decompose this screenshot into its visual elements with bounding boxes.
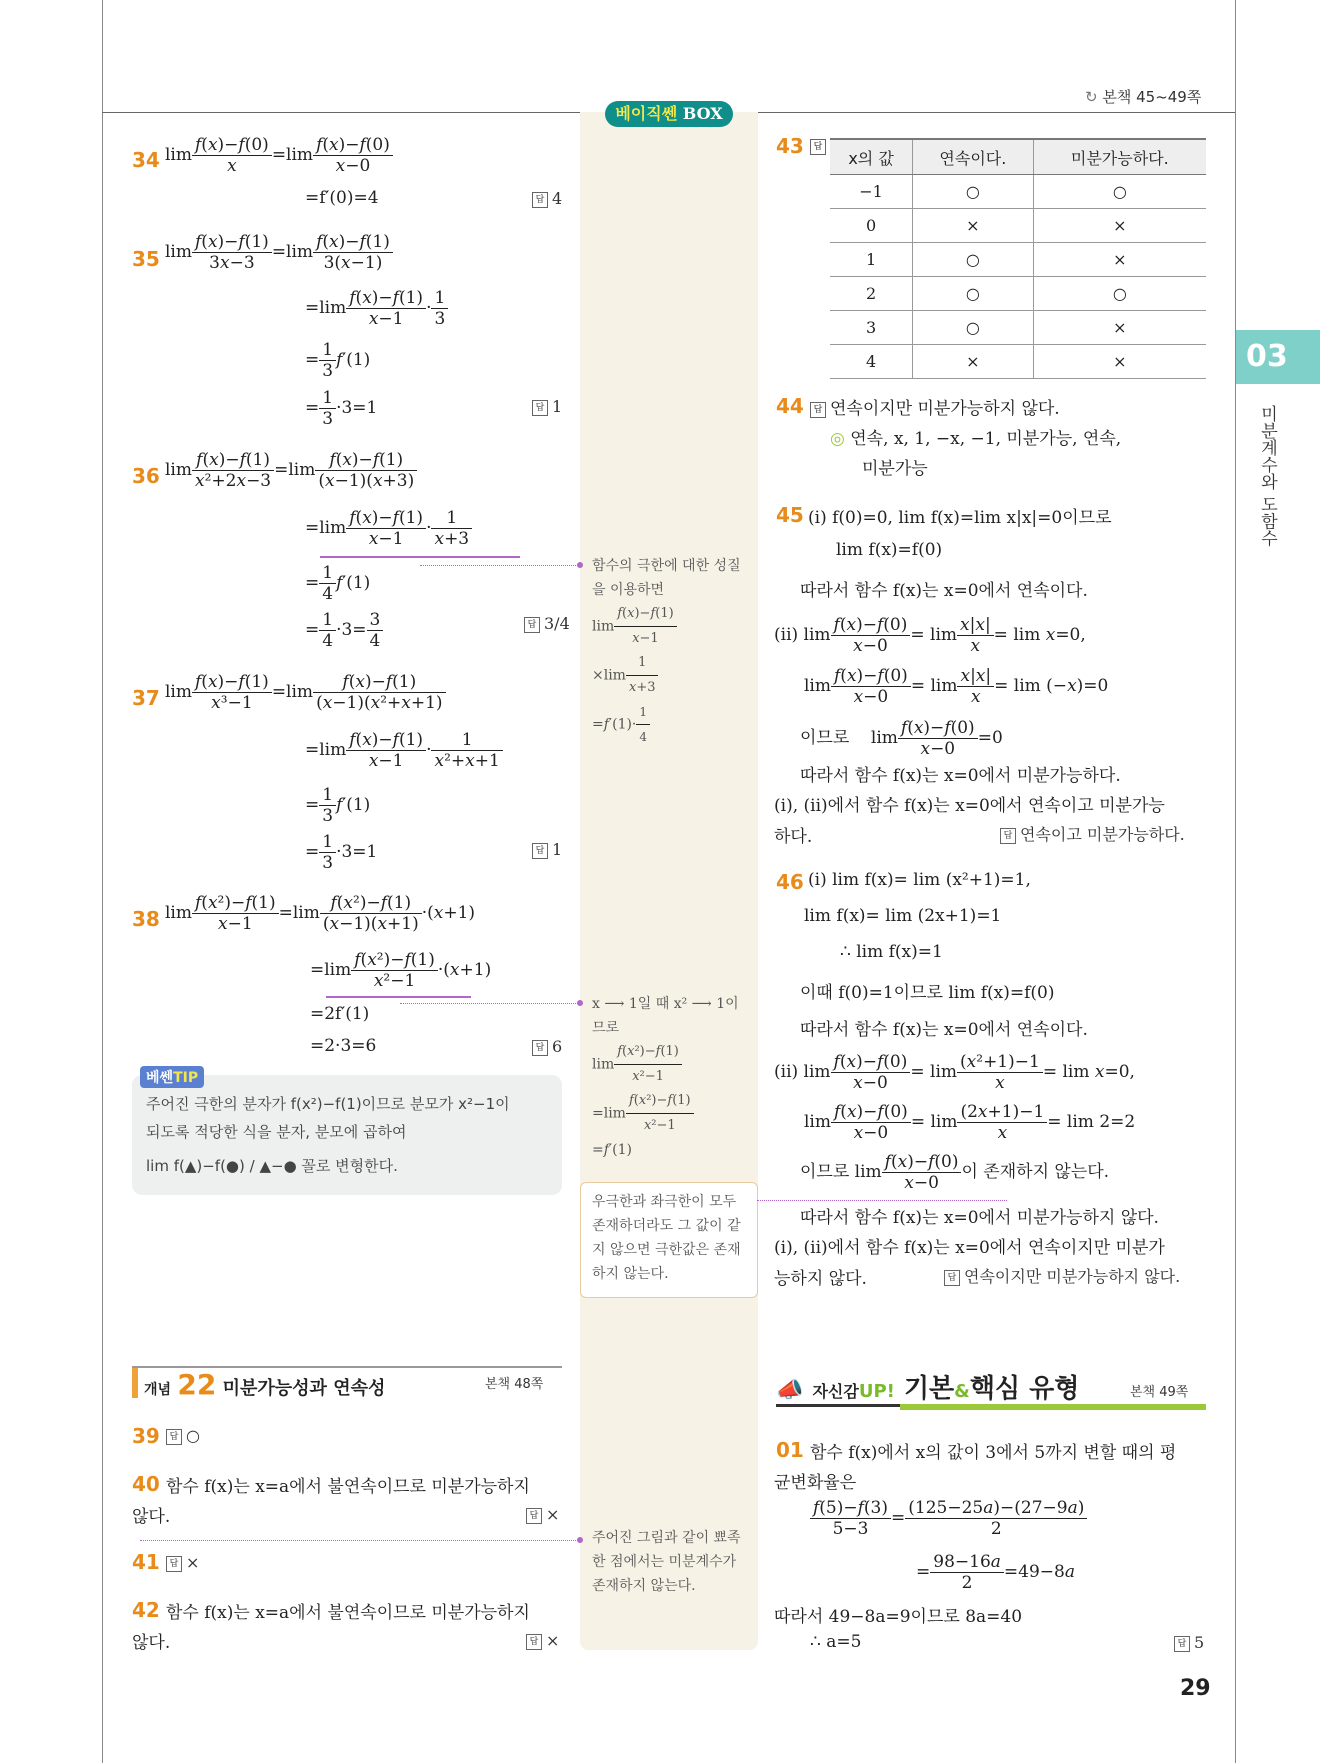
section-mark (132, 1368, 138, 1398)
problem-number-37: 37 (132, 686, 160, 710)
answer-icon: 답 (166, 1429, 182, 1445)
answer-icon: 답 (526, 1508, 542, 1524)
gutter-note-4: 주어진 그림과 같이 뾰족 한 점에서는 미분계수가 존재하지 않는다. (592, 1530, 741, 1594)
table-header: 연속이다. (913, 139, 1033, 175)
answer-icon: 답 (526, 1634, 542, 1650)
p37-line2: =lim $\frac{f(x)-f(1)}{x-1}$ · $\frac{1}{\text{x²+x+1}}$ (305, 730, 503, 771)
p34-answer: 답 4 (532, 189, 562, 208)
table-cell: 2 (830, 277, 913, 311)
p01-line1: 함수 f(x)에서 x의 값이 3에서 5까지 변할 때의 평 (810, 1443, 1177, 1463)
p46-line11: 능하지 않다. (774, 1269, 867, 1289)
table-43 (830, 138, 1206, 379)
table-row (830, 209, 1206, 243)
p01-answer: 답 5 (1174, 1633, 1204, 1652)
table-cell: ○ (913, 277, 1033, 311)
answer-icon: 답 (532, 1040, 548, 1056)
table-row (830, 277, 1206, 311)
answer-icon: 답 (1174, 1636, 1190, 1652)
chapter-tab: 03 (1236, 330, 1320, 384)
note2-leader (400, 1003, 580, 1004)
p45-line6: 이므로 lim $\frac{f(x)-f(0)}{x-0}$ =0 (800, 718, 1003, 759)
table-cell: × (913, 345, 1033, 379)
note3-leader (757, 1200, 1007, 1201)
p46-line2: lim f(x)= lim (2x+1)=1 (804, 906, 1002, 926)
answer-icon: 답 (524, 617, 540, 633)
p45-line5: lim $\frac{f(x)-f(0)}{x-0}$ = lim $\frac{x|x|}{x}$ = lim (−x)=0 (804, 666, 1109, 707)
table-cell: ○ (1033, 175, 1206, 209)
p46-line10: (i), (ii)에서 함수 f(x)는 x=0에서 연속이지만 미분가 (774, 1238, 1165, 1258)
tip-line3: lim f(▲)−f(●) / ▲−● 꼴로 변형한다. (146, 1157, 398, 1175)
p01-line5: 따라서 49−8a=9이므로 8a=40 (774, 1607, 1023, 1627)
p46-line7: lim $\frac{f(x)-f(0)}{x-0}$ = lim $\frac{(2x+1)-1}{x}$ = lim 2=2 (804, 1102, 1136, 1143)
p36-answer: 답 3/4 (524, 614, 570, 633)
tip-line2: 되도록 적당한 식을 분자, 분모에 곱하여 (146, 1123, 407, 1141)
p42-text1: 함수 f(x)는 x=a에서 불연속이므로 미분가능하지 (166, 1603, 530, 1623)
basic-reference: 본책 49쪽 (1130, 1385, 1189, 1400)
p35-line4: = $\frac{1}{3}$ ·3=1 (305, 388, 378, 429)
answer-icon: 답 (532, 843, 548, 859)
answer-icon: 답 (810, 402, 826, 418)
p36-line1: lim $\frac{f(x)-f(1)}{\text{x²+2x−3}}$ =lim $\frac{f(x)-f(1)}{(x-1)(x+3)}$ (165, 450, 417, 491)
p45-line9: 하다. (774, 827, 813, 847)
note1-leader (420, 565, 580, 566)
box-label-a: 베이직쎈 (615, 104, 678, 123)
p36-line2: =lim $\frac{f(x)-f(1)}{x-1}$ · $\frac{1}{x+3}$ (305, 508, 472, 549)
p41-dotted-leader (140, 1540, 580, 1541)
p01-line2: 균변화율은 (774, 1473, 857, 1493)
p34-line1: lim $\frac{f(x)-f(0)}{x}$ =lim $\frac{f(x)-f(0)}{x-0}$ (165, 135, 393, 176)
problem-number-45: 45 (776, 503, 804, 527)
ampersand-icon: & (954, 1381, 970, 1402)
note4-dot (577, 1537, 583, 1543)
table-row (830, 311, 1206, 345)
p46-line6: (ii) lim $\frac{f(x)-f(0)}{x-0}$ = lim $\frac{\text{(x²+1)−1}}{x}$ = lim x=0, (774, 1052, 1135, 1093)
gutter-note-2: x ⟶ 1일 때 x² ⟶ 1이 므로 lim $\frac{\text{f(x²)−f(1)}}{\text{x²−1}}$ =lim $\frac{\text{f(x²)−f(1)}}{\text{x²−1}}$ =f′(1) (592, 996, 739, 1158)
p01-line3: $\frac{f(5)-f(3)}{5-3}$ = $\frac{(125-25a)-(27-9a)}{2}$ (810, 1498, 1087, 1539)
page-reference (1085, 86, 1201, 107)
table-cell: ○ (913, 243, 1033, 277)
p38-line2: =lim $\frac{\text{f(x²)−f(1)}}{\text{x²−1}}$ ·(x+1) (310, 950, 492, 991)
p01-line4: = $\frac{98-16a}{2}$ =49−8a (916, 1552, 1075, 1593)
problem-number-01: 01 (776, 1438, 804, 1462)
p46-line3: ∴ lim f(x)=1 (840, 942, 943, 962)
tip-label: 베쎈TIP (140, 1066, 204, 1088)
table-cell: ○ (913, 311, 1033, 345)
p46-line8: 이므로 lim $\frac{f(x)-f(0)}{x-0}$ 이 존재하지 않는다. (800, 1152, 1110, 1193)
problem-number-39: 39 (132, 1424, 160, 1448)
table-cell: −1 (830, 175, 913, 209)
p46-line1: (i) lim f(x)= lim (x²+1)=1, (808, 870, 1031, 890)
section-reference: 본책 48쪽 (485, 1377, 544, 1392)
table-cell: 1 (830, 243, 913, 277)
answer-icon: 답 (532, 192, 548, 208)
p38-line4: =2·3=6 (310, 1036, 377, 1056)
problem-number-41: 41 (132, 1550, 160, 1574)
table-cell: 4 (830, 345, 913, 379)
table-cell: 3 (830, 311, 913, 345)
p38-line3: =2f′(1) (310, 1004, 370, 1024)
p44-answer: 답 연속이지만 미분가능하지 않다. (810, 394, 1060, 419)
p40-answer: 답 × (526, 1505, 559, 1524)
table-cell: ○ (913, 175, 1033, 209)
problem-number-43: 43 (776, 134, 804, 158)
problem-number-35: 35 (132, 247, 160, 271)
table-row (830, 243, 1206, 277)
p45-line3: 따라서 함수 f(x)는 x=0에서 연속이다. (800, 581, 1088, 601)
answer-icon: 답 (944, 1270, 960, 1286)
p38-underline (326, 996, 471, 998)
p36-underline (320, 556, 520, 558)
problem-number-34: 34 (132, 148, 160, 172)
p41-answer: 답 × (166, 1553, 199, 1572)
note2-dot (577, 1000, 583, 1006)
answer-icon: 답 (810, 139, 826, 155)
p40-text2: 않다. (132, 1507, 171, 1527)
chapter-title: 미분계수와 도함수 (1257, 405, 1277, 547)
p40-text1: 함수 f(x)는 x=a에서 불연속이므로 미분가능하지 (166, 1477, 530, 1497)
problem-number-42: 42 (132, 1598, 160, 1622)
reference-icon: ↻ (1085, 88, 1098, 106)
p36-line3: = $\frac{1}{4}$ f′(1) (305, 563, 371, 604)
p38-line1: lim $\frac{\text{f(x²)−f(1)}}{x-1}$ =lim $\frac{\text{f(x²)−f(1)}}{(x-1)(x+1)}$ ·(x+1) (165, 893, 476, 934)
p36-line4: = $\frac{1}{4}$ ·3= $\frac{3}{4}$ (305, 610, 383, 651)
left-margin-line (102, 0, 103, 1763)
basic-box-gutter (580, 112, 758, 1650)
p35-answer: 답 1 (532, 397, 562, 416)
table-header: 미분가능하다. (1033, 139, 1206, 175)
p37-answer: 답 1 (532, 840, 562, 859)
p46-line5: 따라서 함수 f(x)는 x=0에서 연속이다. (800, 1020, 1088, 1040)
p46-line9: 따라서 함수 f(x)는 x=0에서 미분가능하지 않다. (800, 1208, 1159, 1228)
table-cell: × (913, 209, 1033, 243)
p45-answer: 답 연속이고 미분가능하다. (1000, 822, 1185, 845)
p45-line4: (ii) lim $\frac{f(x)-f(0)}{x-0}$ = lim $\frac{x|x|}{x}$ = lim x=0, (774, 615, 1086, 656)
p38-answer: 답 6 (532, 1037, 562, 1056)
p01-line6: ∴ a=5 (810, 1632, 862, 1652)
p39-answer: 답 ○ (166, 1426, 200, 1445)
tip-line1: 주어진 극한의 분자가 f(x²)−f(1)이므로 분모가 x²−1이 (146, 1095, 510, 1113)
right-margin-line (1235, 0, 1236, 1763)
table-header-row (830, 139, 1206, 175)
problem-number-46: 46 (776, 870, 804, 894)
table-cell: × (1033, 209, 1206, 243)
p37-line1: lim $\frac{f(x)-f(1)}{\text{x³−1}}$ =lim $\frac{f(x)-f(1)}{\text{(x−1)(x²+x+1)}}$ (165, 672, 446, 713)
problem-number-40: 40 (132, 1472, 160, 1496)
answer-icon: 답 (166, 1556, 182, 1572)
target-icon: ◎ (830, 429, 845, 449)
p45-line1: (i) f(0)=0, lim f(x)=lim x|x|=0이므로 (808, 508, 1112, 528)
p45-line8: (i), (ii)에서 함수 f(x)는 x=0에서 연속이고 미분가능 (774, 796, 1165, 816)
answer-icon: 답 (1000, 828, 1016, 844)
table-row (830, 175, 1206, 209)
p37-line3: = $\frac{1}{3}$ f′(1) (305, 785, 371, 826)
gutter-note-3: 우극한과 좌극한이 모두 존재하더라도 그 값이 같 지 않으면 극한값은 존재 하지 않는다. (592, 1194, 741, 1282)
problem-number-38: 38 (132, 907, 160, 931)
gutter-note-1: 함수의 극한에 대한 성질 을 이용하면 lim $\frac{f(x)-f(1)}{x-1}$ ×lim $\frac{1}{x+3}$ =f′(1)· $\frac{1}{4}$ (592, 558, 741, 744)
p45-line2: lim f(x)=f(0) (836, 540, 943, 560)
table-cell: ○ (1033, 277, 1206, 311)
p46-answer: 답 연속이지만 미분가능하지 않다. (944, 1264, 1180, 1287)
p37-line4: = $\frac{1}{3}$ ·3=1 (305, 832, 378, 873)
basic-box-label (605, 101, 733, 127)
page-number: 29 (1180, 1676, 1211, 1701)
p44-hint-line1: ◎ 연속, x, 1, −x, −1, 미분가능, 연속, (830, 429, 1122, 449)
p35-line3: = $\frac{1}{3}$ f′(1) (305, 340, 371, 381)
table-cell: × (1033, 311, 1206, 345)
p44-hint-line2: 미분가능 (862, 459, 928, 479)
table-cell: 0 (830, 209, 913, 243)
p35-line2: =lim $\frac{f(x)-f(1)}{x-1}$ · $\frac{1}{3}$ (305, 288, 448, 329)
p42-text2: 않다. (132, 1633, 171, 1653)
problem-number-36: 36 (132, 464, 160, 488)
problem-number-44: 44 (776, 394, 804, 418)
p34-line2: =f′(0)=4 (305, 188, 379, 208)
p42-answer: 답 × (526, 1631, 559, 1650)
table-cell: × (1033, 345, 1206, 379)
basic-section-accent (900, 1404, 1206, 1410)
basic-section-title: 📣 자신감UP! 기본&핵심 유형 (776, 1374, 1080, 1404)
answer-icon: 답 (532, 400, 548, 416)
section-title: 개념 22 미분가능성과 연속성 (144, 1368, 386, 1401)
megaphone-icon: 📣 (776, 1378, 804, 1403)
table-row (830, 345, 1206, 379)
table-cell: × (1033, 243, 1206, 277)
p35-line1: lim $\frac{f(x)-f(1)}{3x-3}$ =lim $\frac{f(x)-f(1)}{3(x-1)}$ (165, 232, 393, 273)
page-reference-text: 본책 45~49쪽 (1102, 88, 1202, 106)
table-header: x의 값 (830, 139, 913, 175)
box-label-b: BOX (682, 104, 723, 123)
p46-line4: 이때 f(0)=1이므로 lim f(x)=f(0) (800, 983, 1055, 1003)
p45-line7: 따라서 함수 f(x)는 x=0에서 미분가능하다. (800, 766, 1121, 786)
note1-dot (577, 562, 583, 568)
